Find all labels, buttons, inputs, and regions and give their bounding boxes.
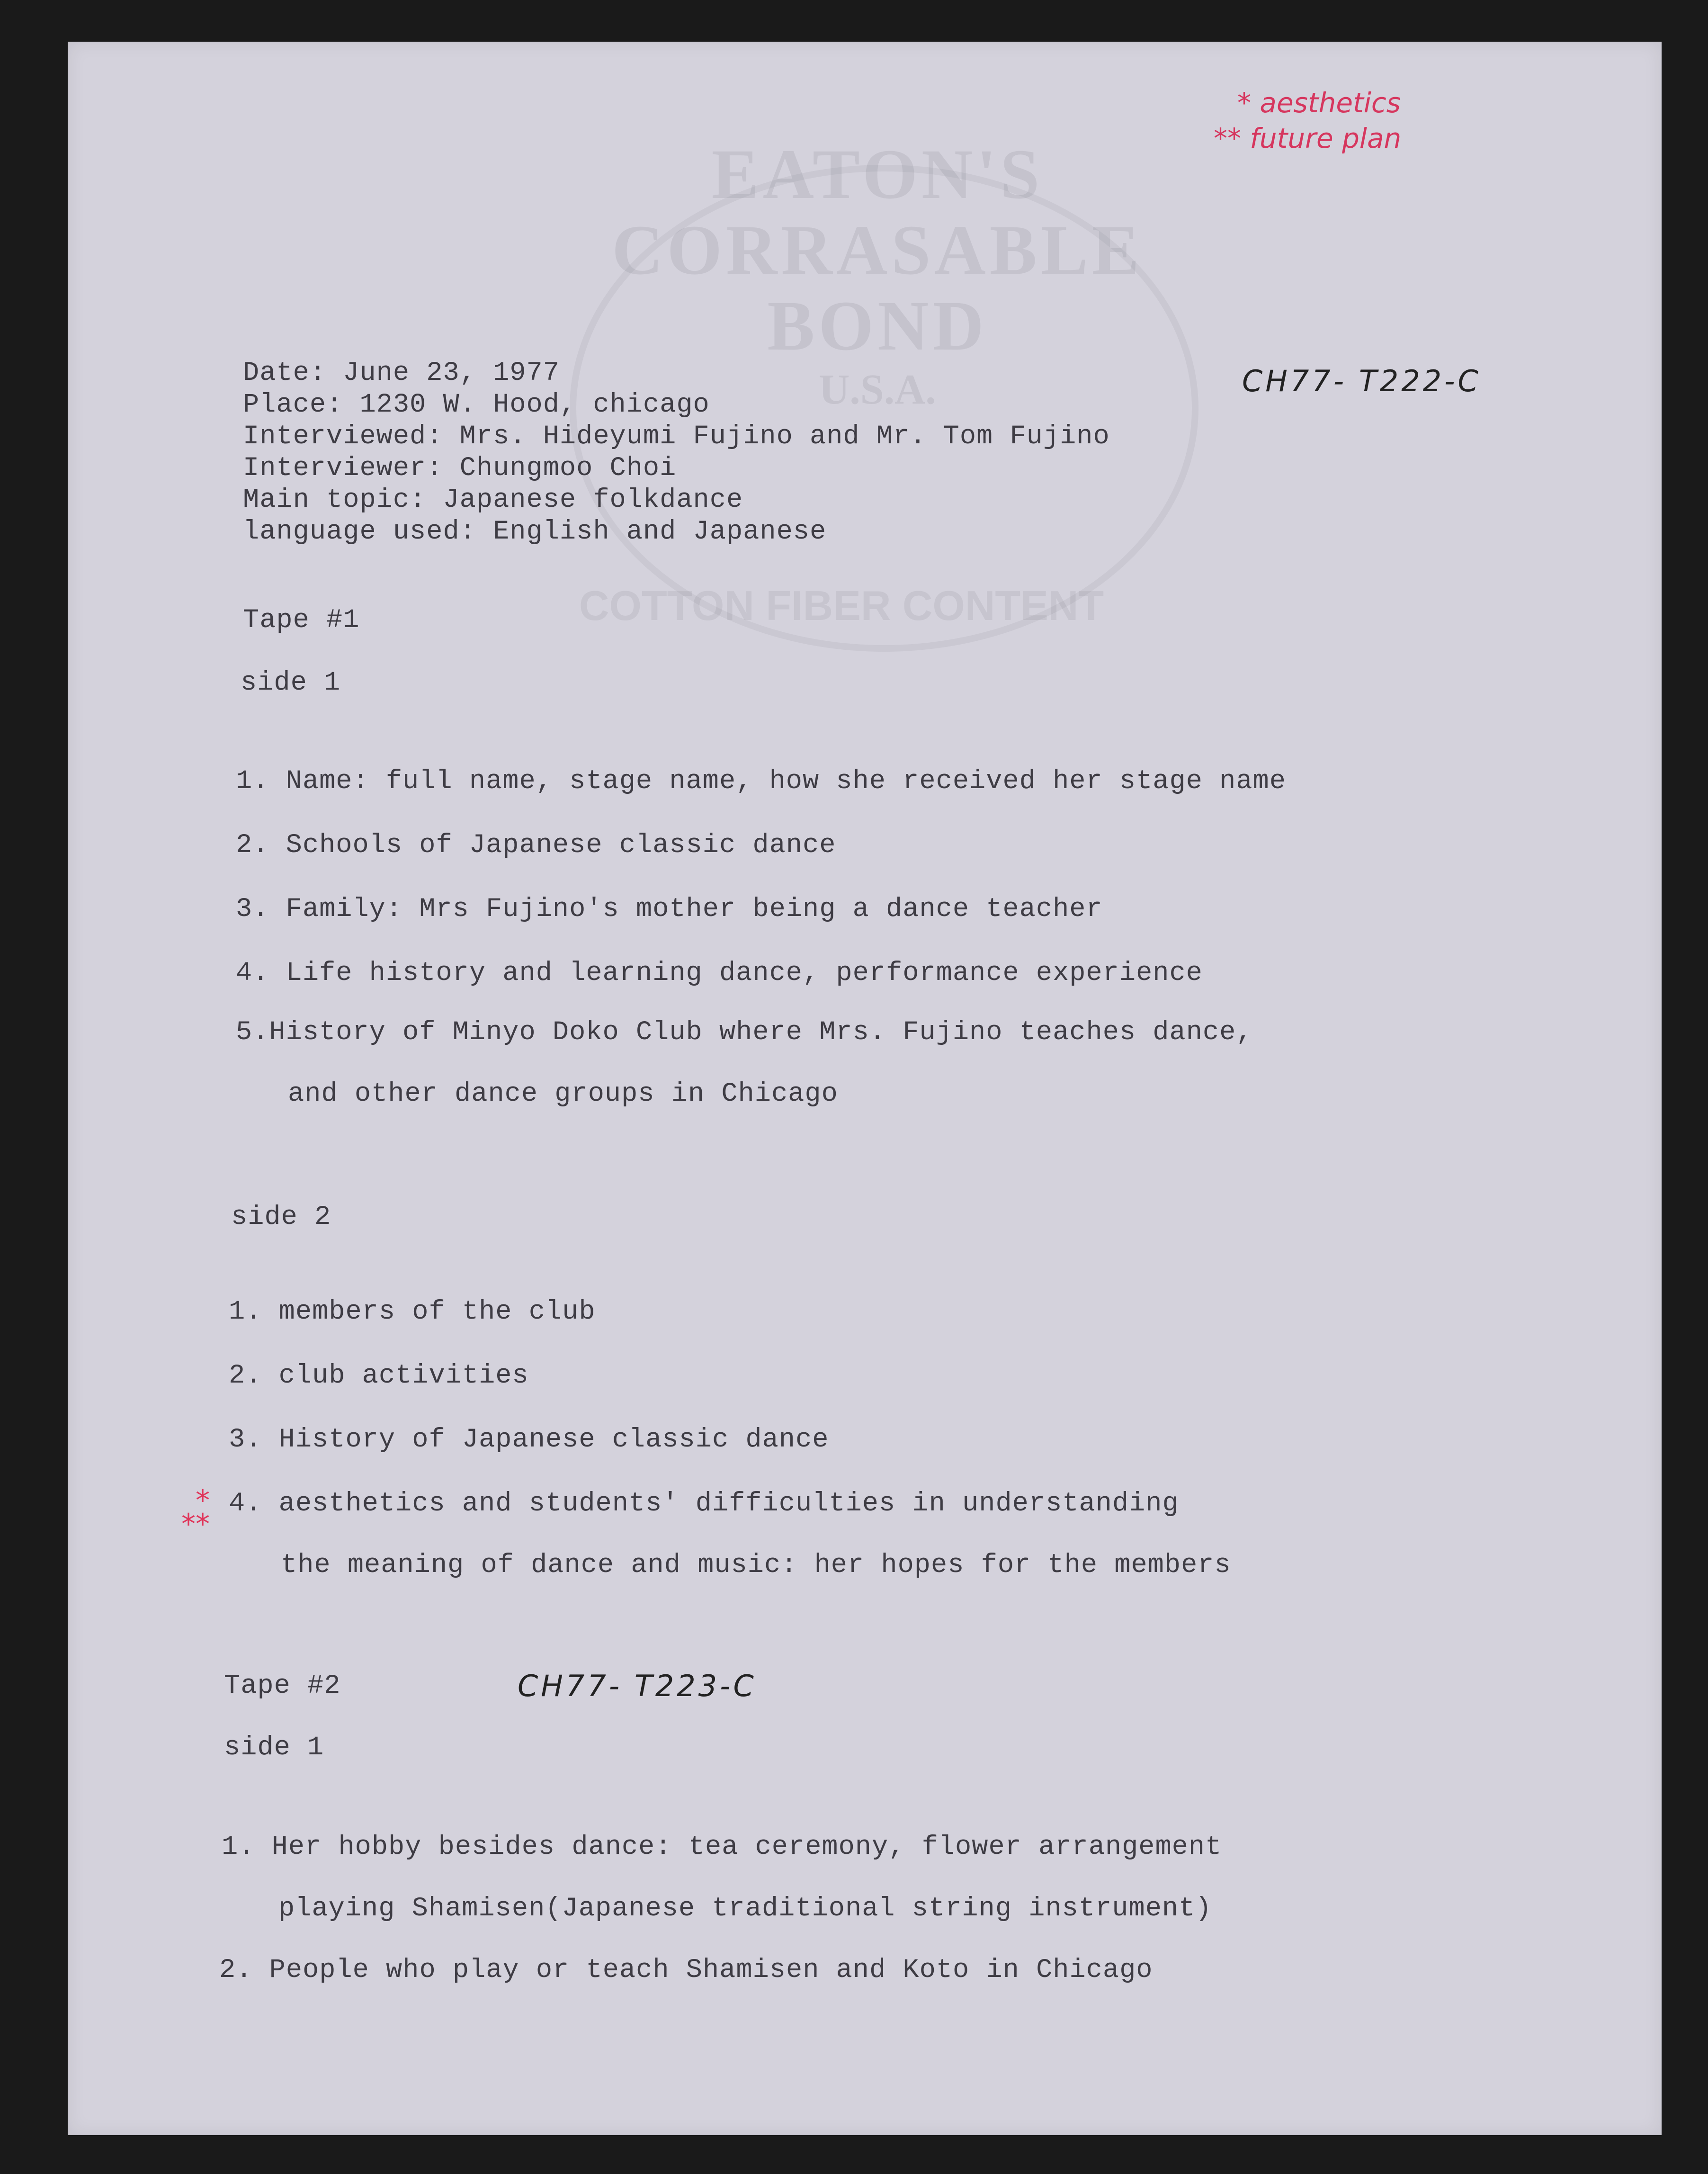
list-item: 2. People who play or teach Shamisen and Koto in Chicago (219, 1955, 1153, 1985)
list-item: 5.History of Minyo Doko Club where Mrs. Fujino teaches dance, (236, 1017, 1253, 1048)
watermark-line: CORRASABLE (612, 211, 1143, 289)
list-item: 1. Name: full name, stage name, how she received her stage name (236, 766, 1286, 797)
list-item-continuation: and other dance groups in Chicago (288, 1079, 838, 1109)
list-item: 1. Her hobby besides dance: tea ceremony, flower arrangement (222, 1832, 1222, 1862)
catalog-number-tape1: CH77- T222-C (1242, 364, 1481, 398)
header-place: Place: 1230 W. Hood, chicago (243, 390, 710, 420)
catalog-number-tape2: CH77- T223-C (518, 1669, 757, 1703)
list-item: 4. aesthetics and students' difficulties in understanding (229, 1489, 1179, 1519)
tape1-side2-label: side 2 (231, 1202, 331, 1232)
margin-double-asterisk-mark: ** (181, 1508, 210, 1541)
tape1-side1-label: side 1 (241, 668, 341, 698)
watermark-under-text: COTTON FIBER CONTENT (579, 582, 1104, 629)
list-item-continuation: the meaning of dance and music: her hopes for the members (281, 1550, 1231, 1581)
watermark-line: BOND (767, 287, 988, 365)
list-item: 1. members of the club (229, 1297, 596, 1327)
list-item: 3. History of Japanese classic dance (229, 1425, 829, 1455)
margin-asterisk-mark: * (196, 1484, 210, 1517)
header-main-topic: Main topic: Japanese folkdance (243, 485, 743, 515)
header-interviewer: Interviewer: Chungmoo Choi (243, 453, 677, 484)
paper-watermark (570, 136, 1185, 416)
list-item: 2. club activities (229, 1361, 529, 1391)
annotation-future-plan: ** future plan (1214, 122, 1402, 154)
list-item-continuation: playing Shamisen(Japanese traditional string instrument) (278, 1894, 1212, 1924)
watermark-line: EATON'S (711, 135, 1044, 214)
document-page (68, 42, 1662, 2135)
tape1-label: Tape #1 (243, 605, 360, 636)
annotation-aesthetics: * aesthetics (1237, 87, 1401, 119)
header-language: language used: English and Japanese (243, 517, 827, 547)
header-interviewed: Interviewed: Mrs. Hideyumi Fujino and Mr. Tom Fujino (243, 422, 1110, 452)
list-item: 3. Family: Mrs Fujino's mother being a dance teacher (236, 894, 1103, 925)
list-item: 2. Schools of Japanese classic dance (236, 830, 836, 861)
tape2-label: Tape #2 (224, 1671, 341, 1701)
watermark-line: U.S.A. (819, 366, 936, 413)
list-item: 4. Life history and learning dance, performance experience (236, 958, 1203, 988)
tape2-side1-label: side 1 (224, 1733, 324, 1763)
header-date: Date: June 23, 1977 (243, 358, 560, 388)
